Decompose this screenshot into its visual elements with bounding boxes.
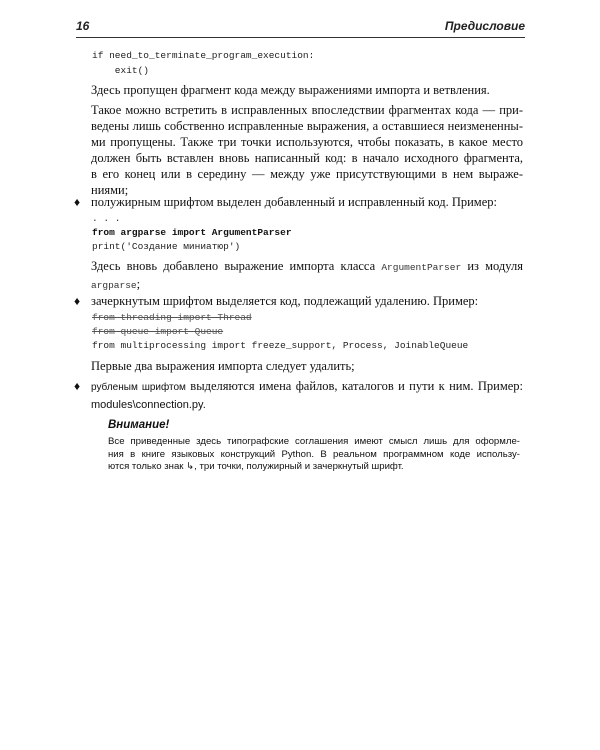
running-header xyxy=(76,19,525,35)
header-rule xyxy=(76,37,525,38)
paragraph: Первые два выражения импорта следует удалить; xyxy=(91,359,355,373)
code-line: if need_to_terminate_program_execution: xyxy=(92,50,315,61)
diamond-bullet-icon: ♦ xyxy=(74,379,81,393)
file-path-example: modules\connection.py. xyxy=(91,399,206,411)
code-line: from multiprocessing import freeze_support, Process, JoinableQueue xyxy=(92,340,469,351)
code-line: print('Создание миниатюр') xyxy=(92,241,241,252)
paragraph-line: ведены лишь собственно исправленные выражения, а оставшиеся неизмененны- xyxy=(91,119,523,133)
code-line-strikethrough: from queue import Queue xyxy=(92,326,224,337)
paragraph-line: ниями; xyxy=(91,183,129,197)
note-body xyxy=(108,436,520,474)
diamond-bullet-icon: ♦ xyxy=(74,195,81,209)
paragraph-line: в его конец или в середину — между уже присутствующими в нем выраже- xyxy=(91,167,523,181)
code-line-strikethrough: from threading import Thread xyxy=(92,312,252,323)
text: ; xyxy=(136,277,141,291)
text: выделяются имена файлов, каталогов и пути к ним. Пример: xyxy=(185,379,524,393)
paragraph-line: Такое можно встретить в исправленных впоследствии фрагментах кода — при- xyxy=(91,103,523,117)
note-line: Все приведенные здесь типографские соглашения имеют смысл лишь для оформле- xyxy=(108,436,520,447)
page-number: 16 xyxy=(76,19,90,33)
code-line: exit() xyxy=(92,65,150,76)
code-ellipsis: . . . xyxy=(92,213,121,224)
paragraph xyxy=(91,102,523,198)
note-line: ния в книге языковых конструкций Python. В реальном программном коде использу- xyxy=(108,448,520,460)
sans-sample-text: рубленым шрифтом xyxy=(91,382,186,393)
paragraph xyxy=(91,258,523,294)
paragraph: Здесь пропущен фрагмент кода между выражениями импорта и ветвления. xyxy=(91,83,490,97)
inline-code: argparse xyxy=(91,280,137,291)
inline-code: ArgumentParser xyxy=(381,262,462,273)
list-item: полужирным шрифтом выделен добавленный и исправленный код. Пример: xyxy=(91,195,497,209)
text: Здесь вновь добавлено выражение импорта класса xyxy=(91,259,382,273)
list-item: зачеркнутым шрифтом выделяется код, подлежащий удалению. Пример: xyxy=(91,294,479,308)
text: из модуля xyxy=(461,259,523,273)
diamond-bullet-icon: ♦ xyxy=(74,294,81,308)
section-title: Предисловие xyxy=(444,19,525,33)
paragraph-line: ми пропущены. Также три точки используются, чтобы показать, в какое место xyxy=(91,135,523,149)
list-item xyxy=(91,378,523,413)
note-line: ются только знак ↳, три точки, полужирный и зачеркнутый шрифт. xyxy=(108,461,404,472)
code-line-bold: from argparse import ArgumentParser xyxy=(92,227,292,238)
note-title: Внимание! xyxy=(108,419,170,431)
paragraph-line: должен быть вставлен вновь написанный код: в начало исходного фрагмента, xyxy=(91,151,523,165)
